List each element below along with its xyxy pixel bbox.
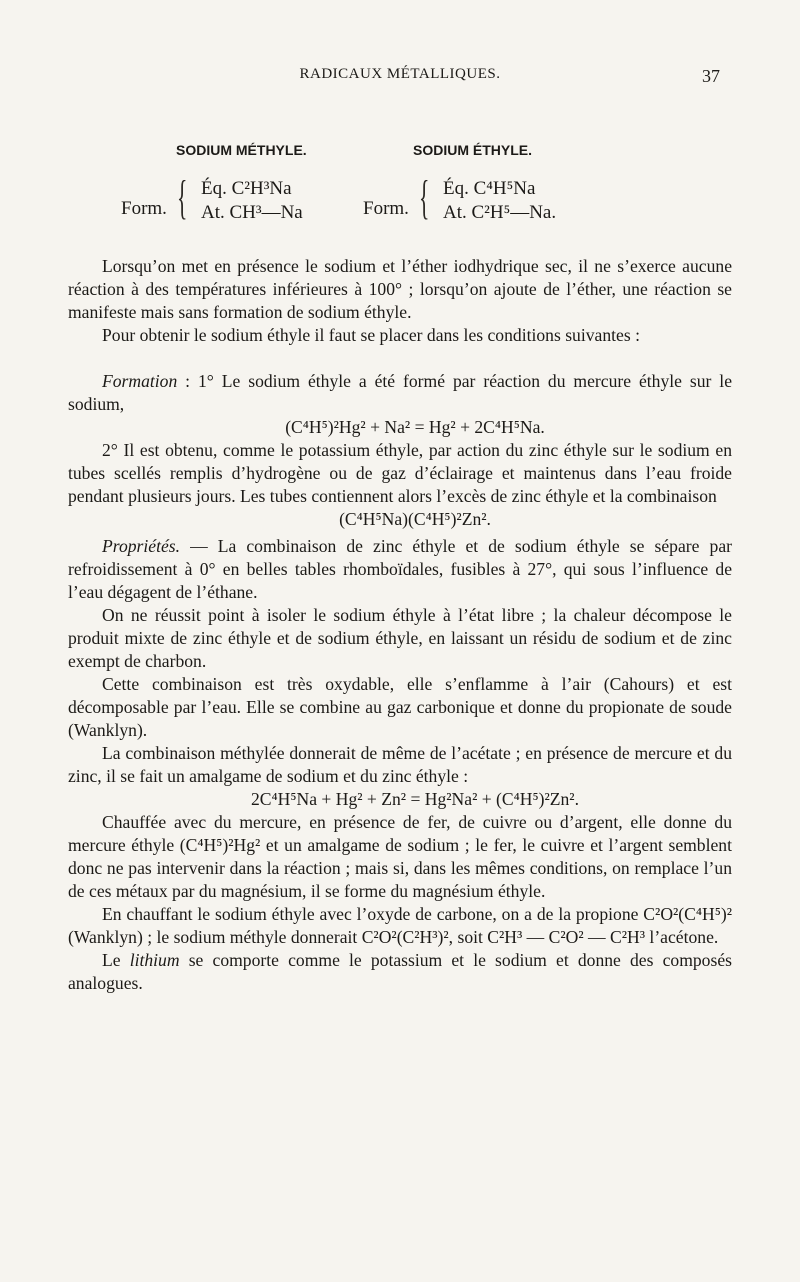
methyl-atomic-formula: At. CH³—Na [201,202,303,223]
formation-paragraph [68,370,732,416]
paragraph: Pour obtenir le sodium éthyle il faut se placer dans les conditions suivantes : [102,325,640,345]
paragraph: 2° Il est obtenu, comme le potassium éthyle, par action du zinc éthyle sur le sodium en tubes scellés remplis d’hydrogène ou de gaz d’éclairage et maintenus dans l’eau froide pendant plusieurs jours. Les tubes contiennent alors l’excès de zinc éthyle et la combinaison [68,440,732,506]
sodium-ethyl-heading: SODIUM ÉTHYLE. [413,142,533,158]
paragraph: Chauffée avec du mercure, en présence de fer, de cuivre ou d’argent, elle donne du mercure éthyle (C⁴H⁵)²Hg² et un amalgame de sodium ; le fer, le cuivre et l’argent semblent donc ne pas intervenir dans la réaction ; mais si, dans les mêmes conditions, on remplace l’un de ces métaux par du magnésium, il se forme du magnésium éthyle. [68,812,732,901]
equation: (C⁴H⁵Na)(C⁴H⁵)²Zn². [339,509,491,529]
paragraph: Cette combinaison est très oxydable, elle s’enflamme à l’air (Cahours) et est décomposable par l’eau. Elle se combine au gaz carbonique et donne du propionate de soude (Wanklyn). [68,674,732,740]
paragraph: On ne réussit point à isoler le sodium éthyle à l’état libre ; la chaleur décompose le produit mixte de zinc éthyle et de sodium éthyle, en laissant un résidu de sodium et de zinc exempt de charbon. [68,605,732,671]
properties-paragraph [68,535,732,604]
properties-text: — La combinaison de zinc éthyle et de sodium éthyle se sépare par refroidissement à 0° en belles tables rhomboïdales, fusibles à 27°, qui sous l’influence de l’eau dégagent de l’éthane. [68,536,732,602]
lithium-pre: Le [102,950,130,970]
sodium-methyl-heading: SODIUM MÉTHYLE. [176,142,307,158]
lithium-paragraph [68,949,732,995]
methyl-equivalent-formula: Éq. C²H³Na [201,178,292,199]
formation-text: : 1° Le sodium éthyle a été formé par réaction du mercure éthyle sur le sodium, [68,371,732,414]
lithium-label: lithium [129,950,180,970]
left-brace-icon: { [419,171,430,224]
body-text [68,255,732,995]
ethyl-atomic-formula: At. C²H⁵—Na. [443,202,557,223]
equation: 2C⁴H⁵Na + Hg² + Zn² = Hg²Na² + (C⁴H⁵)²Zn². [251,789,579,809]
running-head [0,66,800,90]
lithium-text: se comporte comme le potassium et le sodium et donne des composés analogues. [68,950,732,993]
left-brace-icon: { [177,171,188,224]
equation: (C⁴H⁵)²Hg² + Na² = Hg² + 2C⁴H⁵Na. [285,417,545,437]
form-label: Form. [121,198,167,219]
form-label: Form. [363,198,409,219]
paragraph: En chauffant le sodium éthyle avec l’oxyde de carbone, on a de la propione C²O²(C⁴H⁵)² (Wanklyn) ; le sodium méthyle donnerait C²O²(C²H³)², soit C²H³ — C²O² — C²H³ l’acétone. [68,904,732,947]
page-number: 37 [702,66,720,86]
paragraph: Lorsqu’on met en présence le sodium et l’éther iodhydrique sec, il ne s’exerce aucune réaction à des températures inférieures à 100° ; lorsqu’on ajoute de l’éther, une réaction se manifeste mais sans formation de sodium éthyle. [68,256,732,322]
paragraph: La combinaison méthylée donnerait de même de l’acétate ; en présence de mercure et du zinc, il se fait un amalgame de sodium et du zinc éthyle : [68,743,732,786]
ethyl-equivalent-formula: Éq. C⁴H⁵Na [443,178,536,199]
formation-label: Formation [102,371,178,391]
running-title: RADICAUX MÉTALLIQUES. [299,66,501,82]
properties-label: Propriétés. [102,536,181,556]
